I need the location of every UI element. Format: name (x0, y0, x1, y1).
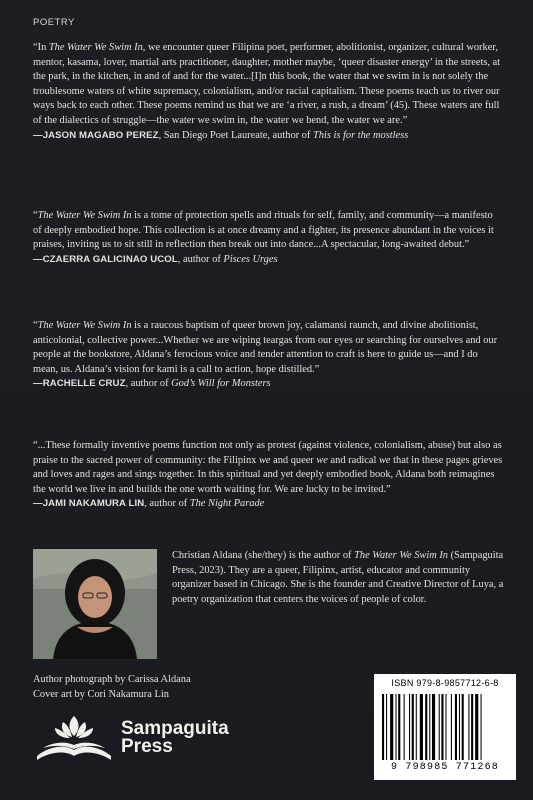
isbn-barcode (374, 674, 516, 780)
barcode-bars (382, 694, 508, 760)
blurb-attribution: —JASON MAGABO PEREZ, San Diego Poet Laureate, author of This is for the mostless (33, 129, 409, 141)
publisher-name: Sampaguita Press (121, 718, 229, 757)
blurb-text: “In The Water We Swim In, we encounter queer Filipina poet, performer, abolitionist, organizer, cultural worker, mentor, kasama, lover, martial arts practitioner, daughter, mother maybe, ‘queer disaster energy’ in the streets, at the park, in the kitchen, in and of and for the water...[I]n this book, the water that we swim in is not solely the troublesome waters of white supremacy, colonialism, and/or racial capitalism. These poems teach us to river our ways back to each other. These poems remind us that we are ‘a river, a rush, a dream’ (45). These waters are full of the dialectics of struggle—the water we swim in, the water we bend, the water we are.” (33, 42, 501, 126)
isbn-number: ISBN 979-8-9857712-6-8 (391, 678, 499, 688)
book-title: The Water We Swim In (37, 320, 132, 331)
blurb-author: —JASON MAGABO PEREZ (33, 129, 159, 141)
author-work: Pisces Urges (223, 253, 278, 265)
blurb-text: “The Water We Swim In is a tome of protection spells and rituals for self, family, and community—a manifesto of deeply embodied hope. This collection is at once dreamy and a fighter, its presence abundant in the voices it praises, inviting us to sit still in reflection then break out into dance...A spectacular, long-awaited debut.” (33, 210, 494, 251)
author-bio: Christian Aldana (she/they) is the author of The Water We Swim In (Sampaguita Press, 2023). They are a queer, Filipinx, artist, educator and community organizer based in Chicago. She is the founder and Creative Director of Luya, a poetry organization that centers the voices of people of color. (172, 550, 504, 605)
cover-credit: Cover art by Cori Nakamura Lin (33, 688, 169, 700)
lotus-book-icon (33, 712, 115, 764)
photo-credit: Author photograph by Carissa Aldana (33, 674, 191, 685)
author-work: This is for the mostless (312, 129, 409, 141)
blurb-attribution: —JAMI NAKAMURA LIN, author of The Night Parade (33, 498, 265, 510)
credits (33, 673, 191, 702)
blurb-3 (33, 319, 503, 392)
blurb-author: —CZAERRA GALICINAO UCOL (33, 253, 178, 265)
blurb-attribution: —RACHELLE CRUZ, author of God’s Will for Monsters (33, 378, 271, 390)
blurb-author: —RACHELLE CRUZ (33, 378, 126, 390)
blurb-text: “The Water We Swim In is a raucous baptism of queer brown joy, calamansi raunch, and divine abolitionist, anticolonial, collective power...Whether we are wiping teargas from our eyes or searching for ourselves and our people at the bookstore, Aldana’s ferocious voice and tender attention to craft is here to guide us—and I do mean, us. Aldana’s vision for kami is a call to action, hope distilled.” (33, 320, 498, 375)
blurb-text: “...These formally inventive poems function not only as protest (against violence, colonialism, abuse) but also as praise to the sacred power of community: the Filipinx we and queer we and radical we that in these pages grieves and loves and rages and sings together. In this spiritual and yet deeply embodied book, Aldana both reimagines the world we live in and builds the one worth waiting for. We are lucky to be invited.” (33, 440, 503, 495)
author-work: God’s Will for Monsters (171, 378, 271, 390)
blurb-author: —JAMI NAKAMURA LIN (33, 498, 145, 510)
book-title: The Water We Swim In (354, 550, 448, 561)
blurb-2 (33, 209, 503, 267)
book-title: The Water We Swim In (48, 42, 143, 53)
category-label: POETRY (33, 17, 75, 28)
publisher-logo (33, 712, 229, 764)
blurb-attribution: —CZAERRA GALICINAO UCOL, author of Pisces Urges (33, 253, 278, 265)
author-photo (33, 549, 157, 659)
blurb-1 (33, 41, 503, 143)
author-work: The Night Parade (189, 498, 265, 510)
blurb-4 (33, 439, 503, 512)
author-portrait-illustration (33, 549, 157, 659)
barcode-digits: 9 798985 771268 (390, 762, 499, 773)
book-title: The Water We Swim In (37, 210, 132, 221)
